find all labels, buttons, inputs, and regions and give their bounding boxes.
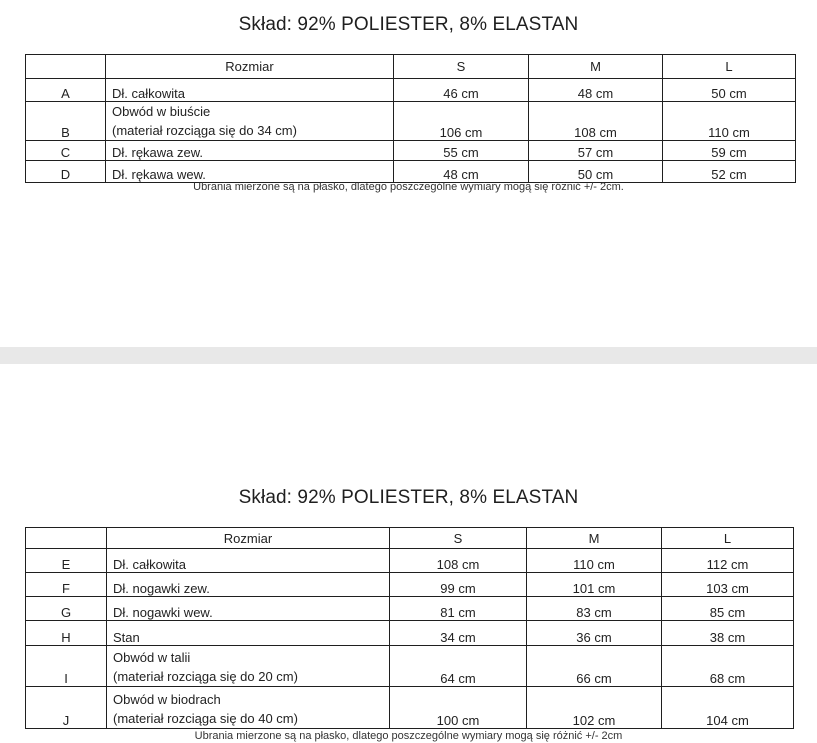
row-description (106, 102, 394, 141)
row-description: Dł. całkowita (107, 549, 390, 573)
row-code: F (26, 573, 107, 597)
table-header-row (26, 55, 796, 79)
row-value-m: 102 cm (527, 687, 662, 729)
row-description (107, 646, 390, 687)
row-code: B (26, 102, 106, 141)
measurement-note-top: Ubrania mierzone są na płasko, dlatego poszczególne wymiary mogą się różnić +/- 2cm. (193, 181, 624, 193)
row-description: Dł. nogawki wew. (107, 597, 390, 621)
table-row (26, 79, 796, 102)
table-row (26, 597, 794, 621)
row-value-m: 57 cm (529, 141, 663, 161)
row-value-s: 46 cm (394, 79, 529, 102)
header-size-m: M (529, 55, 663, 79)
header-blank-cell (26, 528, 107, 549)
row-value-s: 64 cm (390, 646, 527, 687)
row-description: Stan (107, 621, 390, 646)
row-value-l: 38 cm (662, 621, 794, 646)
row-value-s: 48 cm (394, 161, 529, 183)
header-size-l: L (663, 55, 796, 79)
row-value-s: 55 cm (394, 141, 529, 161)
row-value-m: 101 cm (527, 573, 662, 597)
row-value-m: 83 cm (527, 597, 662, 621)
header-blank-cell (26, 55, 106, 79)
table-row (26, 573, 794, 597)
composition-title-bottom: Skład: 92% POLIESTER, 8% ELASTAN (238, 487, 579, 508)
row-code: E (26, 549, 107, 573)
row-value-l: 110 cm (663, 102, 796, 141)
row-value-s: 100 cm (390, 687, 527, 729)
row-value-l: 85 cm (662, 597, 794, 621)
row-value-l: 68 cm (662, 646, 794, 687)
row-description: Dł. rękawa wew. (106, 161, 394, 183)
table-row (26, 549, 794, 573)
row-value-m: 66 cm (527, 646, 662, 687)
row-code: D (26, 161, 106, 183)
row-description: Dł. rękawa zew. (106, 141, 394, 161)
table-row (26, 141, 796, 161)
section-divider (0, 347, 817, 364)
row-value-s: 81 cm (390, 597, 527, 621)
row-code: H (26, 621, 107, 646)
size-table-top (25, 54, 796, 183)
table-header-row (26, 528, 794, 549)
row-value-l: 52 cm (663, 161, 796, 183)
composition-title-top: Skład: 92% POLIESTER, 8% ELASTAN (238, 14, 579, 35)
table-row (26, 687, 794, 729)
row-value-m: 48 cm (529, 79, 663, 102)
row-value-s: 99 cm (390, 573, 527, 597)
row-value-s: 106 cm (394, 102, 529, 141)
row-code: G (26, 597, 107, 621)
row-code: A (26, 79, 106, 102)
row-value-m: 50 cm (529, 161, 663, 183)
row-description: Dł. nogawki zew. (107, 573, 390, 597)
row-value-l: 59 cm (663, 141, 796, 161)
row-description (107, 687, 390, 729)
measurement-note-bottom: Ubrania mierzone są na płasko, dlatego poszczególne wymiary mogą się różnić +/- 2cm (194, 730, 623, 742)
row-code: I (26, 646, 107, 687)
row-value-l: 112 cm (662, 549, 794, 573)
row-description-line1: Obwód w talii (113, 650, 191, 665)
header-size-m: M (527, 528, 662, 549)
row-description-line2: (materiał rozciąga się do 40 cm) (113, 711, 298, 726)
row-value-l: 50 cm (663, 79, 796, 102)
table-row (26, 161, 796, 183)
row-description: Dł. całkowita (106, 79, 394, 102)
row-code: C (26, 141, 106, 161)
row-description-line2: (materiał rozciąga się do 20 cm) (113, 669, 298, 684)
row-value-l: 103 cm (662, 573, 794, 597)
row-value-m: 108 cm (529, 102, 663, 141)
row-code: J (26, 687, 107, 729)
header-size-label: Rozmiar (107, 528, 390, 549)
header-size-label: Rozmiar (106, 55, 394, 79)
header-size-s: S (394, 55, 529, 79)
row-description-line2: (materiał rozciąga się do 34 cm) (112, 123, 297, 138)
row-value-s: 108 cm (390, 549, 527, 573)
row-description-line1: Obwód w biuście (112, 104, 211, 119)
table-row (26, 646, 794, 687)
row-value-s: 34 cm (390, 621, 527, 646)
size-table-bottom (25, 527, 794, 729)
row-value-m: 36 cm (527, 621, 662, 646)
row-value-l: 104 cm (662, 687, 794, 729)
table-row (26, 621, 794, 646)
header-size-s: S (390, 528, 527, 549)
row-value-m: 110 cm (527, 549, 662, 573)
row-description-line1: Obwód w biodrach (113, 692, 221, 707)
header-size-l: L (662, 528, 794, 549)
table-row (26, 102, 796, 141)
